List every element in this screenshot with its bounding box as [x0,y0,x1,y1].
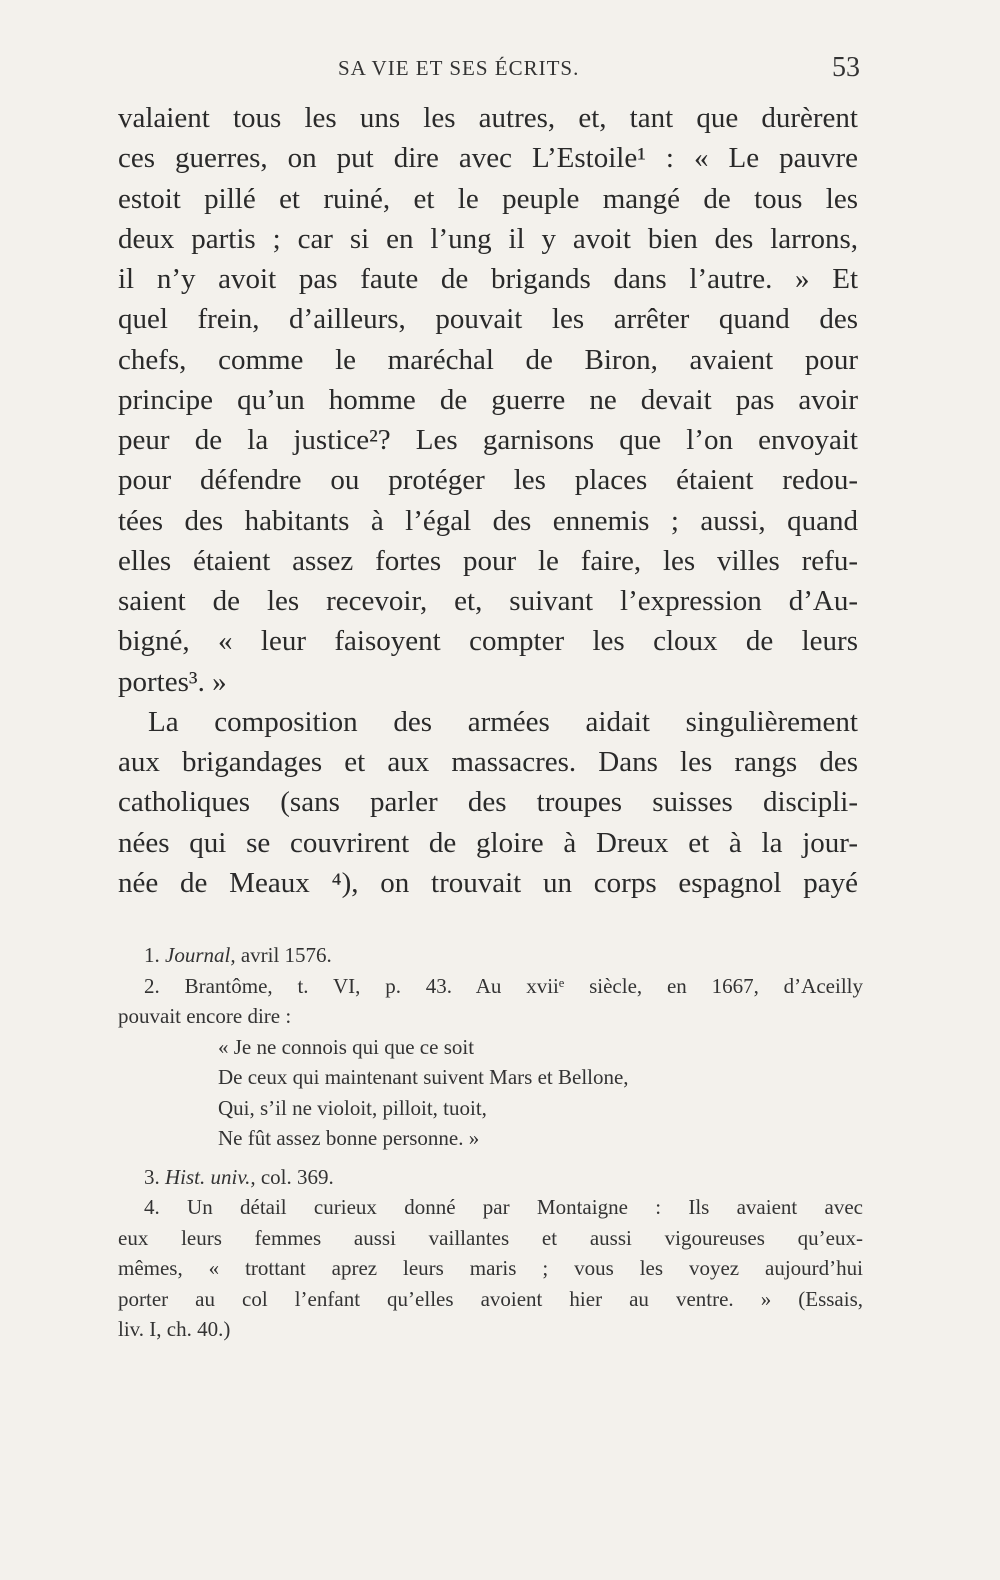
footnote-4-continued: eux leurs femmes aussi vaillantes et aussi vigoureuses qu’eux- [118,1225,863,1250]
footnotes [118,940,863,1345]
running-title: SA VIE ET SES ÉCRITS. [338,56,580,80]
footnote-1 [118,940,863,971]
body-line: pour défendre ou protéger les places étaient redou- [118,464,858,497]
verse-line: De ceux qui maintenant suivent Mars et Bellone, [218,1065,629,1089]
body-line: nées qui se couvrirent de gloire à Dreux et à la jour- [118,826,858,859]
body-line: valaient tous les uns les autres, et, tant que durèrent [118,102,858,134]
body-line: aux brigandages et aux massacres. Dans les rangs des [118,746,858,778]
body-line: elles étaient assez fortes pour le faire, les villes refu- [118,544,858,577]
footnote-number: 3. [144,1164,160,1189]
verse-line: « Je ne connois qui que ce soit [218,1034,475,1059]
body-text [118,98,858,903]
body-line: catholiques (sans parler des troupes suisses discipli- [118,786,858,819]
footnote-4-continued: liv. I, ch. 40.) [118,1317,231,1341]
footnote-4-continued: mêmes, « trottant aprez leurs maris ; vous les voyez aujourd’hui [118,1256,863,1280]
body-line: il n’y avoit pas faute de brigands dans l’autre. » Et [118,263,858,295]
footnote-4: 4. Un détail curieux donné par Montaigne : Ils avaient avec [144,1195,863,1219]
verse-line: Qui, s’il ne violoit, pilloit, tuoit, [218,1095,487,1120]
footnote-2-continued: pouvait encore dire : [118,1004,292,1028]
body-line: quel frein, d’ailleurs, pouvait les arrêter quand des [118,303,858,336]
footnote-2: 2. Brantôme, t. VI, p. 43. Au xviiᵉ siècle, en 1667, d’Aceilly [144,973,863,998]
running-head [118,52,860,86]
verse-line: Ne fût assez bonne personne. » [218,1126,480,1150]
body-line: peur de la justice²? Les garnisons que l’on envoyait [118,424,858,456]
footnote-number: 1. [144,943,160,967]
paragraph-start-line: La composition des armées aidait singulièrement [148,705,858,738]
footnote-3 [118,1162,863,1193]
body-line: chefs, comme le maréchal de Biron, avaient pour [118,343,858,376]
footnote-text: col. 369. [255,1164,334,1189]
footnote-text: avril 1576. [235,943,332,967]
body-line: saient de les recevoir, et, suivant l’expression d’Au- [118,585,858,617]
body-line: ces guerres, on put dire avec L’Estoile¹ : « Le pauvre [118,142,858,175]
body-line: tées des habitants à l’égal des ennemis ; aussi, quand [118,504,858,537]
footnote-4-continued: porter au col l’enfant qu’elles avoient hier au ventre. » (Essais, [118,1286,863,1311]
body-line: estoit pillé et ruiné, et le peuple mangé de tous les [118,182,858,215]
footnote-source: Journal, [165,943,236,967]
body-line: née de Meaux ⁴), on trouvait un corps espagnol payé [118,866,858,899]
page-number: 53 [832,52,860,83]
body-line: deux partis ; car si en l’ung il y avoit bien des larrons, [118,222,858,255]
footnote-source: Hist. univ., [165,1164,256,1189]
body-line: principe qu’un homme de guerre ne devait pas avoir [118,383,858,416]
body-line: portes³. » [118,665,227,698]
body-line: bigné, « leur faisoyent compter les cloux de leurs [118,625,858,658]
